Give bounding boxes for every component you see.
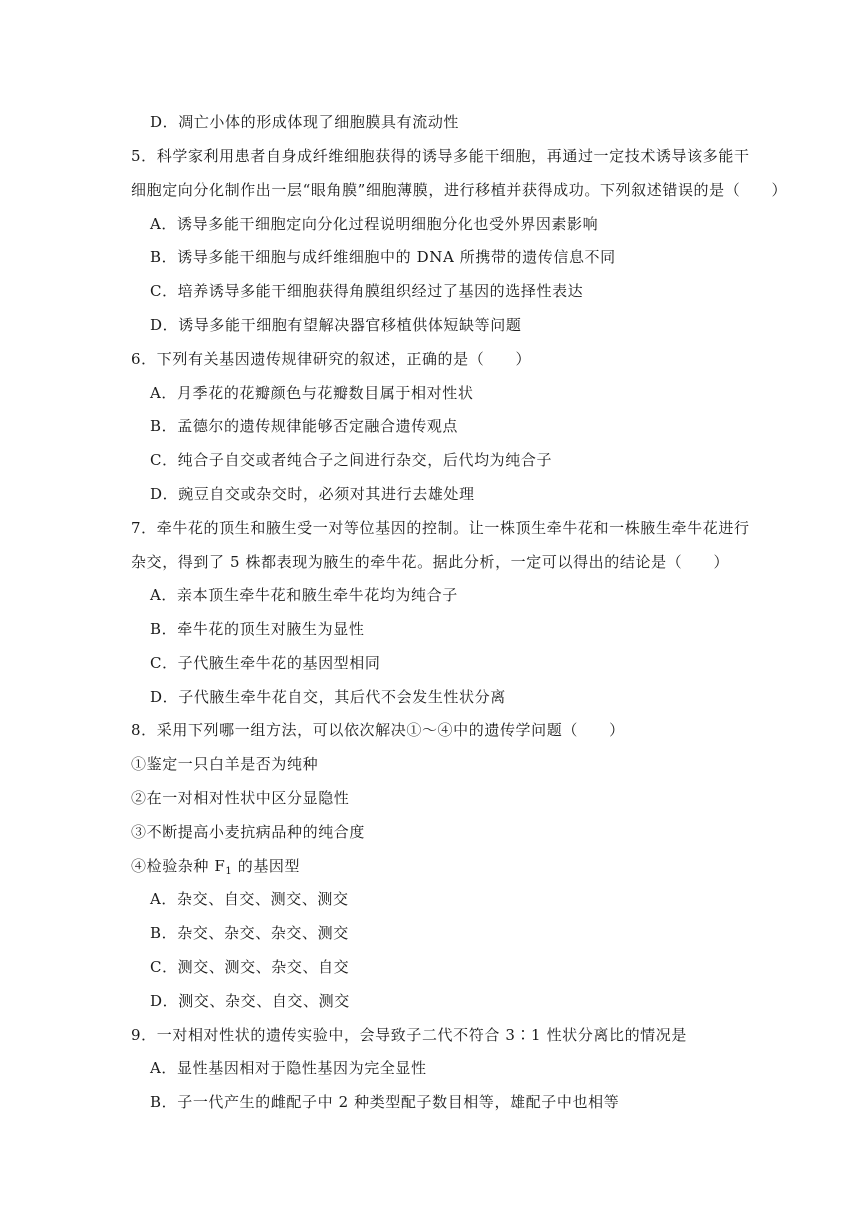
question-9: 9．一对相对性状的遗传实验中，会导致子二代不符合 3∶1 性状分离比的情况是 bbox=[131, 1026, 687, 1044]
option-5c: C．培养诱导多能干细胞获得角膜组织经过了基因的选择性表达 bbox=[150, 282, 584, 300]
question-7-line-1: 7．牵牛花的顶生和腋生受一对等位基因的控制。让一株顶生牵牛花和一株腋生牵牛花进行 bbox=[131, 519, 750, 537]
option-6a: A．月季花的花瓣颜色与花瓣数目属于相对性状 bbox=[150, 384, 474, 402]
option-7c: C．子代腋生牵牛花的基因型相同 bbox=[150, 654, 381, 672]
question-8-item-4-text: ④检验杂种 F bbox=[131, 857, 226, 875]
subscript-1: 1 bbox=[225, 866, 233, 877]
option-7d: D．子代腋生牵牛花自交，其后代不会发生性状分离 bbox=[150, 688, 506, 706]
option-6b: B．孟德尔的遗传规律能够否定融合遗传观点 bbox=[150, 417, 459, 435]
option-9b: B．子一代产生的雌配子中 2 种类型配子数目相等，雄配子中也相等 bbox=[150, 1093, 620, 1111]
question-8-item-4-suffix: 的基因型 bbox=[232, 857, 301, 875]
option-8b: B．杂交、杂交、杂交、测交 bbox=[150, 924, 349, 942]
question-5-line-2: 细胞定向分化制作出一层“眼角膜”细胞薄膜，进行移植并获得成功。下列叙述错误的是（ ） bbox=[131, 181, 788, 199]
option-4d: D．凋亡小体的形成体现了细胞膜具有流动性 bbox=[150, 113, 460, 131]
question-8-item-2: ②在一对相对性状中区分显隐性 bbox=[131, 789, 350, 807]
option-8c: C．测交、测交、杂交、自交 bbox=[150, 958, 350, 976]
question-8-item-1: ①鉴定一只白羊是否为纯种 bbox=[131, 755, 319, 773]
question-5-line-1: 5．科学家利用患者自身成纤维细胞获得的诱导多能干细胞，再通过一定技术诱导该多能干 bbox=[131, 147, 750, 165]
option-6d: D．豌豆自交或杂交时，必须对其进行去雄处理 bbox=[150, 485, 475, 503]
option-7a: A．亲本顶生牵牛花和腋生牵牛花均为纯合子 bbox=[150, 586, 458, 604]
option-7b: B．牵牛花的顶生对腋生为显性 bbox=[150, 620, 365, 638]
question-8-item-3: ③不断提高小麦抗病品种的纯合度 bbox=[131, 823, 366, 841]
option-8d: D．测交、杂交、自交、测交 bbox=[150, 992, 350, 1010]
option-6c: C．纯合子自交或者纯合子之间进行杂交，后代均为纯合子 bbox=[150, 451, 553, 469]
option-9a: A．显性基因相对于隐性基因为完全显性 bbox=[150, 1059, 427, 1077]
question-8: 8．采用下列哪一组方法，可以依次解决①～④中的遗传学问题（ ） bbox=[131, 721, 625, 739]
question-8-item-4 bbox=[131, 856, 300, 882]
option-8a: A．杂交、自交、测交、测交 bbox=[150, 890, 349, 908]
question-7-line-2: 杂交，得到了 5 株都表现为腋生的牵牛花。据此分析，一定可以得出的结论是（ ） bbox=[131, 553, 730, 571]
option-5a: A．诱导多能干细胞定向分化过程说明细胞分化也受外界因素影响 bbox=[150, 215, 599, 233]
option-5b: B．诱导多能干细胞与成纤维细胞中的 DNA 所携带的遗传信息不同 bbox=[150, 248, 616, 266]
option-5d: D．诱导多能干细胞有望解决器官移植供体短缺等问题 bbox=[150, 316, 522, 334]
question-6: 6．下列有关基因遗传规律研究的叙述，正确的是（ ） bbox=[131, 350, 532, 368]
